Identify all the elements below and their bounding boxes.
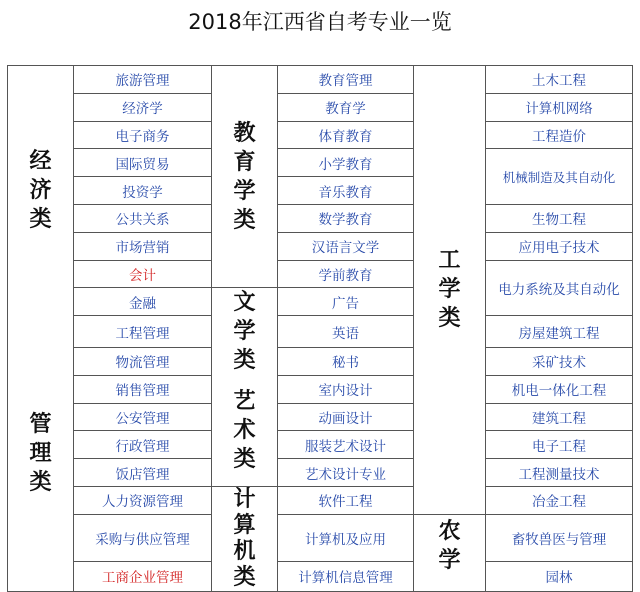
major-cell: 公安管理 [74, 403, 212, 431]
table-row [8, 232, 633, 260]
category-label: 艺 术 类 [233, 389, 256, 473]
majors-table [7, 65, 633, 592]
major-cell: 公共关系 [74, 204, 212, 232]
major-cell: 计算机及应用 [278, 514, 414, 561]
major-cell: 土木工程 [486, 66, 633, 94]
major-cell: 园林 [486, 561, 633, 592]
table-row [8, 561, 633, 592]
major-cell: 物流管理 [74, 348, 212, 376]
category-economics [8, 66, 74, 316]
major-cell: 旅游管理 [74, 66, 212, 94]
table-row [8, 260, 633, 288]
major-cell: 计算机信息管理 [278, 561, 414, 592]
major-cell: 工程造价 [486, 121, 633, 149]
table-row [8, 316, 633, 348]
major-cell: 体育教育 [278, 121, 414, 149]
category-arts [212, 375, 278, 486]
major-cell: 小学教育 [278, 149, 414, 177]
major-cell: 应用电子技术 [486, 232, 633, 260]
category-label: 计 算 机 类 [233, 487, 256, 591]
major-cell: 学前教育 [278, 260, 414, 288]
category-engineering [414, 66, 486, 515]
major-cell: 服装艺术设计 [278, 431, 414, 459]
major-cell: 市场营销 [74, 232, 212, 260]
major-cell: 工程测量技术 [486, 459, 633, 487]
category-agriculture [414, 514, 486, 591]
major-cell: 电子商务 [74, 121, 212, 149]
page-title: 2018年江西省自考专业一览 [188, 10, 452, 34]
major-cell: 工程管理 [74, 316, 212, 348]
category-label: 经 济 类 [29, 149, 52, 233]
table-row [8, 121, 633, 149]
major-cell: 采购与供应管理 [74, 514, 212, 561]
table-row [8, 375, 633, 403]
major-cell: 软件工程 [278, 487, 414, 515]
table-row [8, 66, 633, 94]
category-label: 文 学 类 [233, 290, 256, 374]
table-row [8, 514, 633, 561]
major-cell: 建筑工程 [486, 403, 633, 431]
category-management [8, 316, 74, 592]
major-cell: 经济学 [74, 93, 212, 121]
category-education [212, 66, 278, 288]
major-cell: 数学教育 [278, 204, 414, 232]
major-cell: 艺术设计专业 [278, 459, 414, 487]
major-cell: 电力系统及其自动化 [486, 260, 633, 316]
major-cell: 销售管理 [74, 375, 212, 403]
table-row [8, 149, 633, 177]
category-literature [212, 288, 278, 376]
major-cell: 计算机网络 [486, 93, 633, 121]
major-cell: 行政管理 [74, 431, 212, 459]
major-cell-highlight: 工商企业管理 [74, 561, 212, 592]
major-cell: 生物工程 [486, 204, 633, 232]
category-computer [212, 487, 278, 592]
major-cell: 金融 [74, 288, 212, 316]
table-row [8, 487, 633, 515]
major-cell: 汉语言文学 [278, 232, 414, 260]
major-cell: 饭店管理 [74, 459, 212, 487]
major-cell: 冶金工程 [486, 487, 633, 515]
major-cell: 英语 [278, 316, 414, 348]
major-cell: 音乐教育 [278, 177, 414, 205]
table-row [8, 348, 633, 376]
major-cell: 机械制造及其自动化 [486, 149, 633, 205]
major-cell: 机电一体化工程 [486, 375, 633, 403]
category-label: 农 学 [438, 518, 461, 573]
major-cell: 广告 [278, 288, 414, 316]
major-cell: 畜牧兽医与管理 [486, 514, 633, 561]
table-row [8, 403, 633, 431]
table-row [8, 459, 633, 487]
major-cell: 采矿技术 [486, 348, 633, 376]
category-label: 教 育 学 类 [233, 120, 256, 233]
major-cell: 动画设计 [278, 403, 414, 431]
major-cell: 国际贸易 [74, 149, 212, 177]
major-cell-highlight: 会计 [74, 260, 212, 288]
major-cell: 投资学 [74, 177, 212, 205]
major-cell: 教育管理 [278, 66, 414, 94]
table-row [8, 431, 633, 459]
table-row [8, 93, 633, 121]
major-cell: 室内设计 [278, 375, 414, 403]
major-cell: 秘书 [278, 348, 414, 376]
major-cell: 房屋建筑工程 [486, 316, 633, 348]
major-cell: 教育学 [278, 93, 414, 121]
major-cell: 电子工程 [486, 431, 633, 459]
table-row [8, 204, 633, 232]
category-label: 管 理 类 [29, 411, 52, 495]
major-cell: 人力资源管理 [74, 487, 212, 515]
category-label: 工 学 类 [438, 248, 461, 332]
